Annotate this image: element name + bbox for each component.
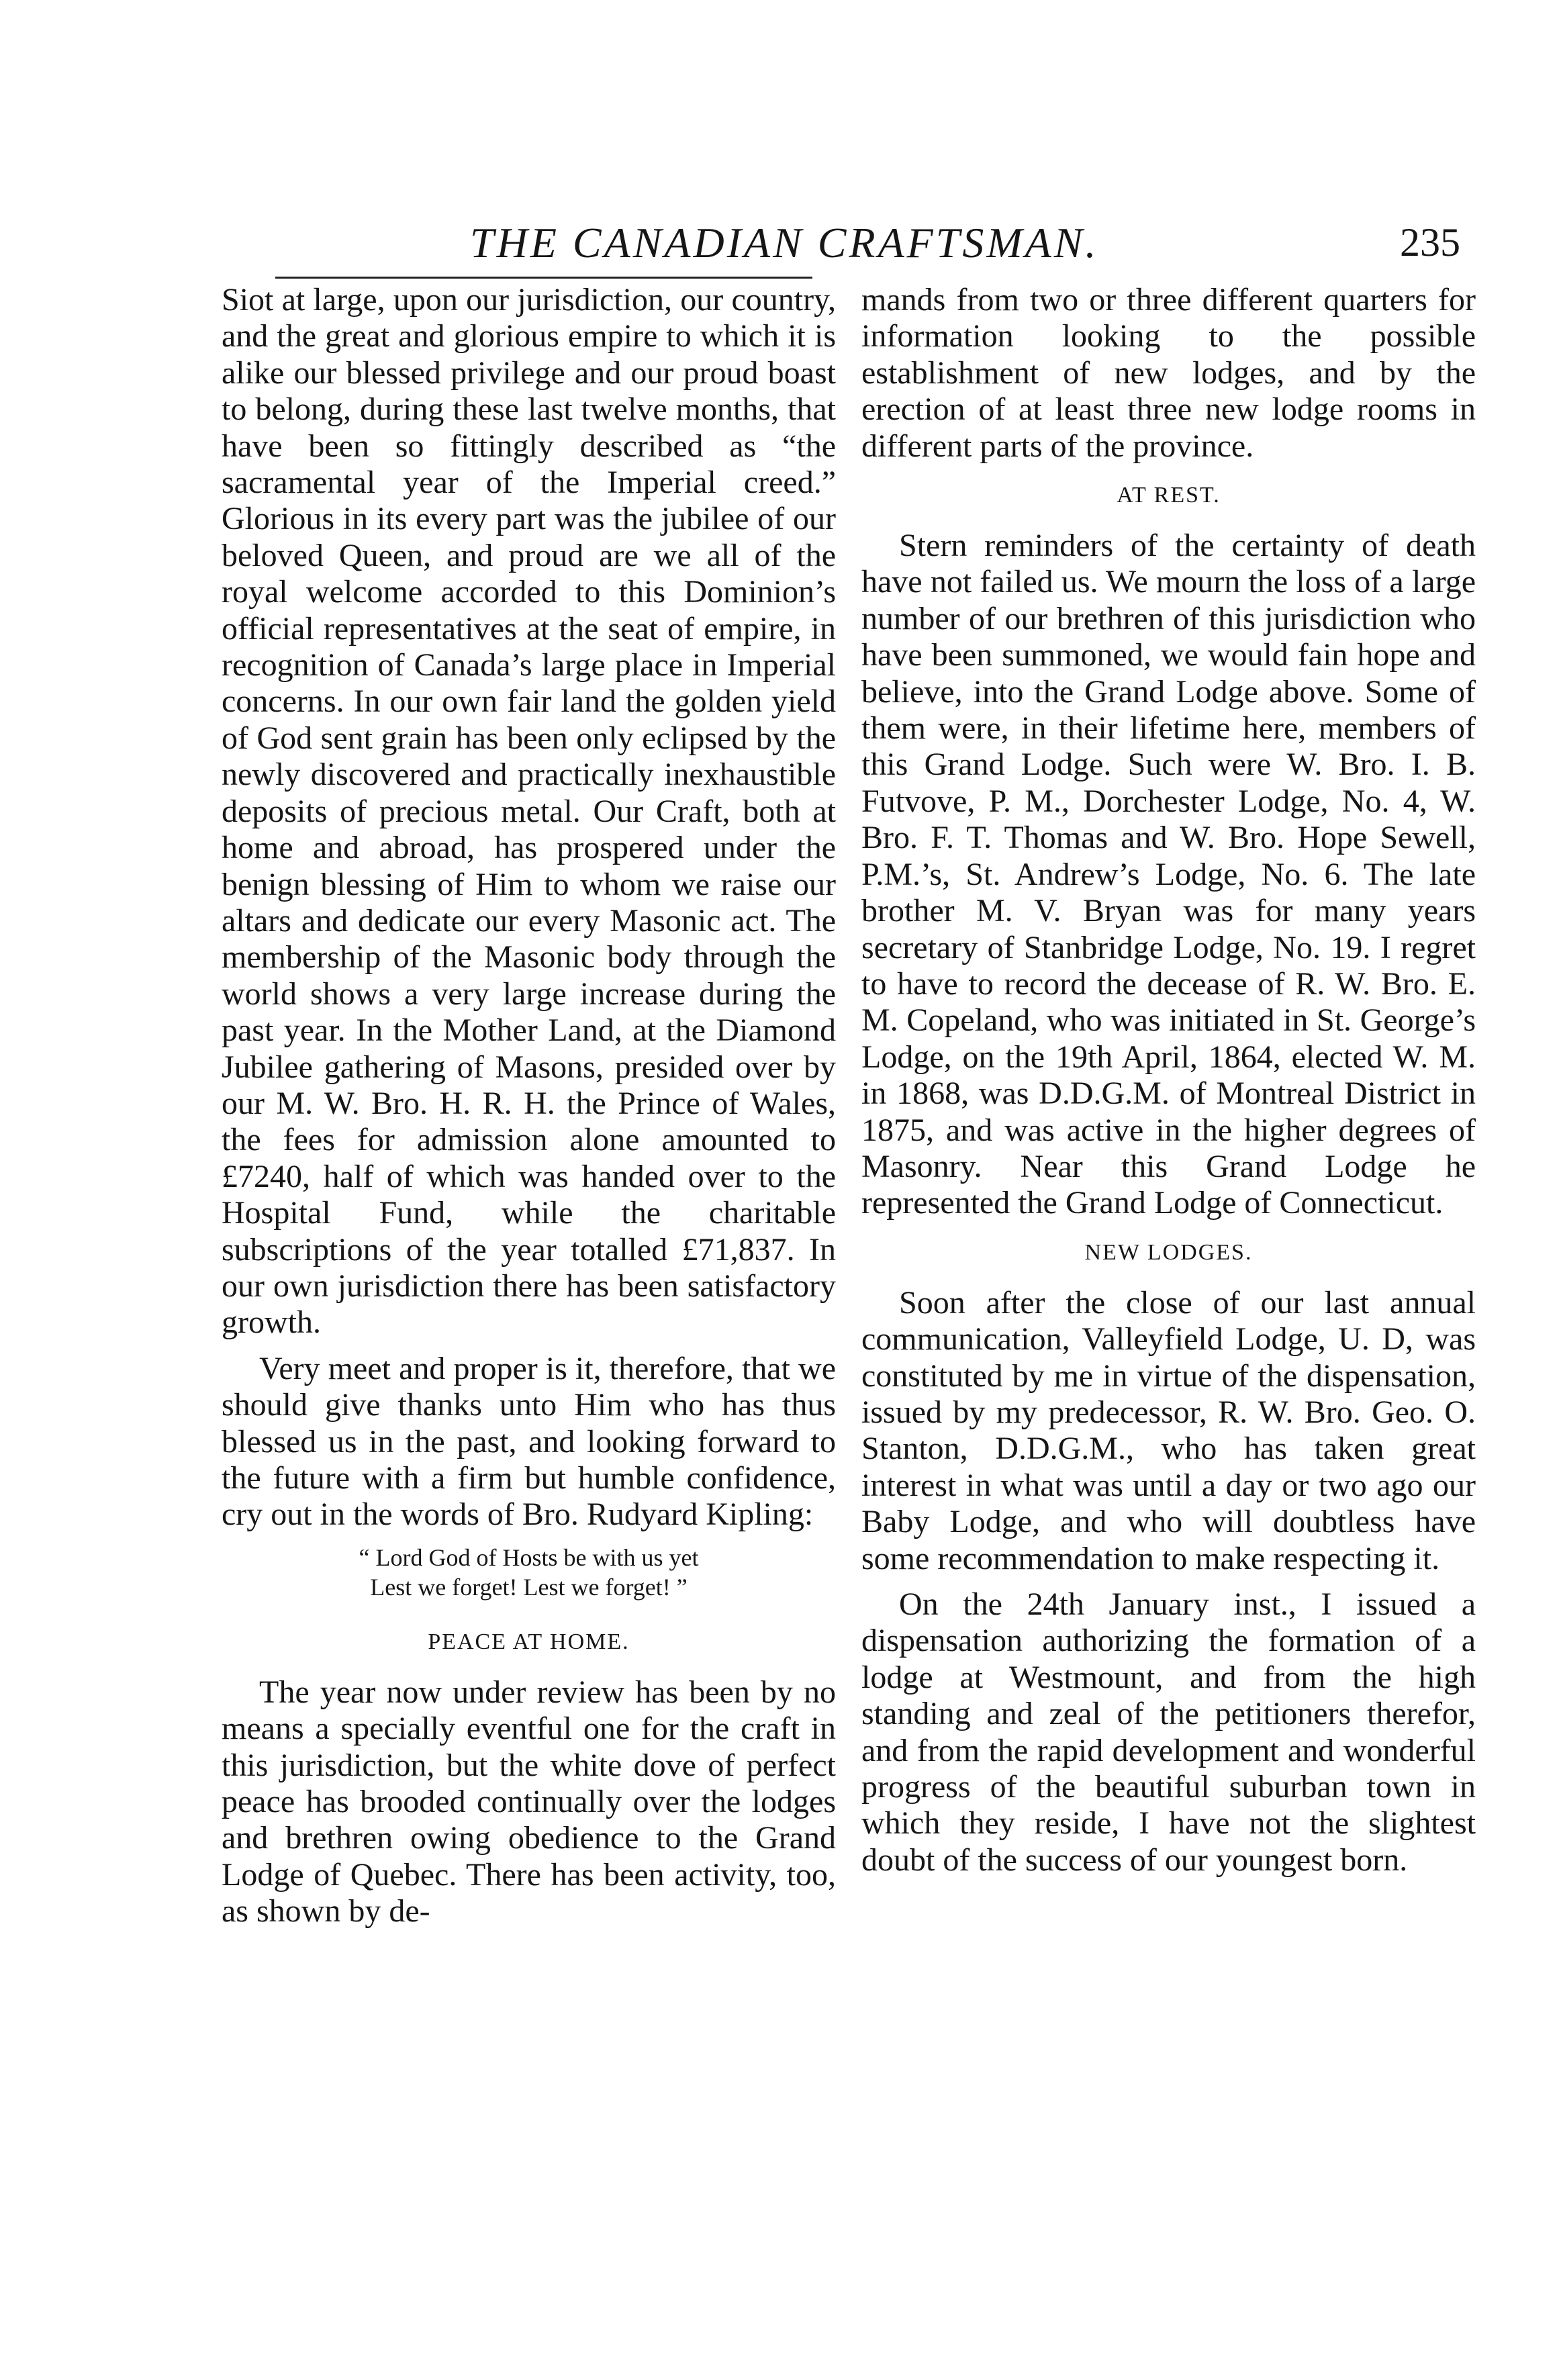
left-column bbox=[222, 282, 836, 1940]
right-paragraph-3: Soon after the close of our last annual communication, Valleyfield Lodge, U. D, was constituted by me in virtue of the dispensation, issued by my predecessor, R. W. Bro. Geo. O. Stanton, D.D.G.M., who has taken great interest in what was until a day or two ago our Baby Lodge, and who will doubtless have some recommendation to make respecting it. bbox=[861, 1284, 1476, 1576]
heading-peace-at-home: PEACE AT HOME. bbox=[428, 1629, 630, 1654]
header-rule-fragment bbox=[275, 277, 812, 279]
right-paragraph-1: mands from two or three different quarters for information looking to the possible establishment of new lodges, and by the erection of at least three new lodge rooms in different parts of the province. bbox=[861, 282, 1476, 464]
page-number: 235 bbox=[1400, 220, 1460, 265]
running-head bbox=[0, 218, 1559, 279]
kipling-verse bbox=[222, 1543, 836, 1602]
right-paragraph-2: Stern reminders of the certainty of death have not failed us. We mourn the loss of a large number of our brethren of this jurisdiction who have been summoned, we would fain hope and believe, into the Grand Lodge above. Some of them were, in their lifetime here, members of this Grand Lodge. Such were W. Bro. I. B. Futvove, P. M., Dorchester Lodge, No. 4, W. Bro. F. T. Thomas and W. Bro. Hope Sewell, P.M.’s, St. Andrew’s Lodge, No. 6. The late brother M. V. Bryan was for many years secretary of Stanbridge Lodge, No. 19. I regret to have to record the decease of R. W. Bro. E. M. Copeland, who was initiated in St. George’s Lodge, on the 19th April, 1864, elected W. M. in 1868, was D.D.G.M. of Montreal District in 1875, and was active in the higher degrees of Masonry. Near this Grand Lodge he represented the Grand Lodge of Connecticut. bbox=[861, 528, 1476, 1221]
right-column bbox=[861, 282, 1476, 1888]
left-paragraph-3: The year now under review has been by no means a specially eventful one for the craft in this jurisdiction, but the white dove of perfect peace has brooded continually over the lodges and brethren owing obedience to the Grand Lodge of Quebec. There has been activity, too, as shown by de- bbox=[222, 1674, 836, 1930]
left-paragraph-2: Very meet and proper is it, therefore, that we should give thanks unto Him who has thus blessed us in the past, and looking forward to the future with a firm but humble confidence, cry out in the words of Bro. Rudyard Kipling: bbox=[222, 1350, 836, 1533]
running-title: THE CANADIAN CRAFTSMAN. bbox=[470, 219, 1099, 267]
verse-line-2: Lest we forget! Lest we forget! ” bbox=[370, 1573, 688, 1601]
heading-at-rest: AT REST. bbox=[1117, 483, 1221, 508]
left-paragraph-1: Siot at large, upon our jurisdiction, our country, and the great and glorious empire to which it is alike our blessed privilege and our proud boast to belong, during these last twelve months, that have been so fittingly described as “the sacramental year of the Imperial creed.” Glorious in its every part was the jubilee of our beloved Queen, and proud are we all of the royal welcome accorded to this Dominion’s official representatives at the seat of empire, in recognition of Canada’s large place in Imperial concerns. In our own fair land the golden yield of God sent grain has been only eclipsed by the newly discovered and practically inexhaustible deposits of precious metal. Our Craft, both at home and abroad, has prospered under the benign blessing of Him to whom we raise our altars and dedicate our every Masonic act. The membership of the Masonic body through the world shows a very large increase during the past year. In the Mother Land, at the Diamond Jubilee gathering of Masons, presided over by our M. W. Bro. H. R. H. the Prince of Wales, the fees for admission alone amounted to £7240, half of which was handed over to the Hospital Fund, while the charitable subscriptions of the year totalled £71,837. In our own jurisdiction there has been satisfactory growth. bbox=[222, 282, 836, 1341]
heading-new-lodges: NEW LODGES. bbox=[1084, 1239, 1253, 1265]
verse-line-1: “ Lord God of Hosts be with us yet bbox=[359, 1543, 699, 1571]
right-paragraph-4: On the 24th January inst., I issued a dispensation authorizing the formation of a lodge at Westmount, and from the high standing and zeal of the petitioners therefor, and from the rapid development and wonderful progress of the beautiful suburban town in which they reside, I have not the slightest doubt of the success of our youngest born. bbox=[861, 1586, 1476, 1878]
